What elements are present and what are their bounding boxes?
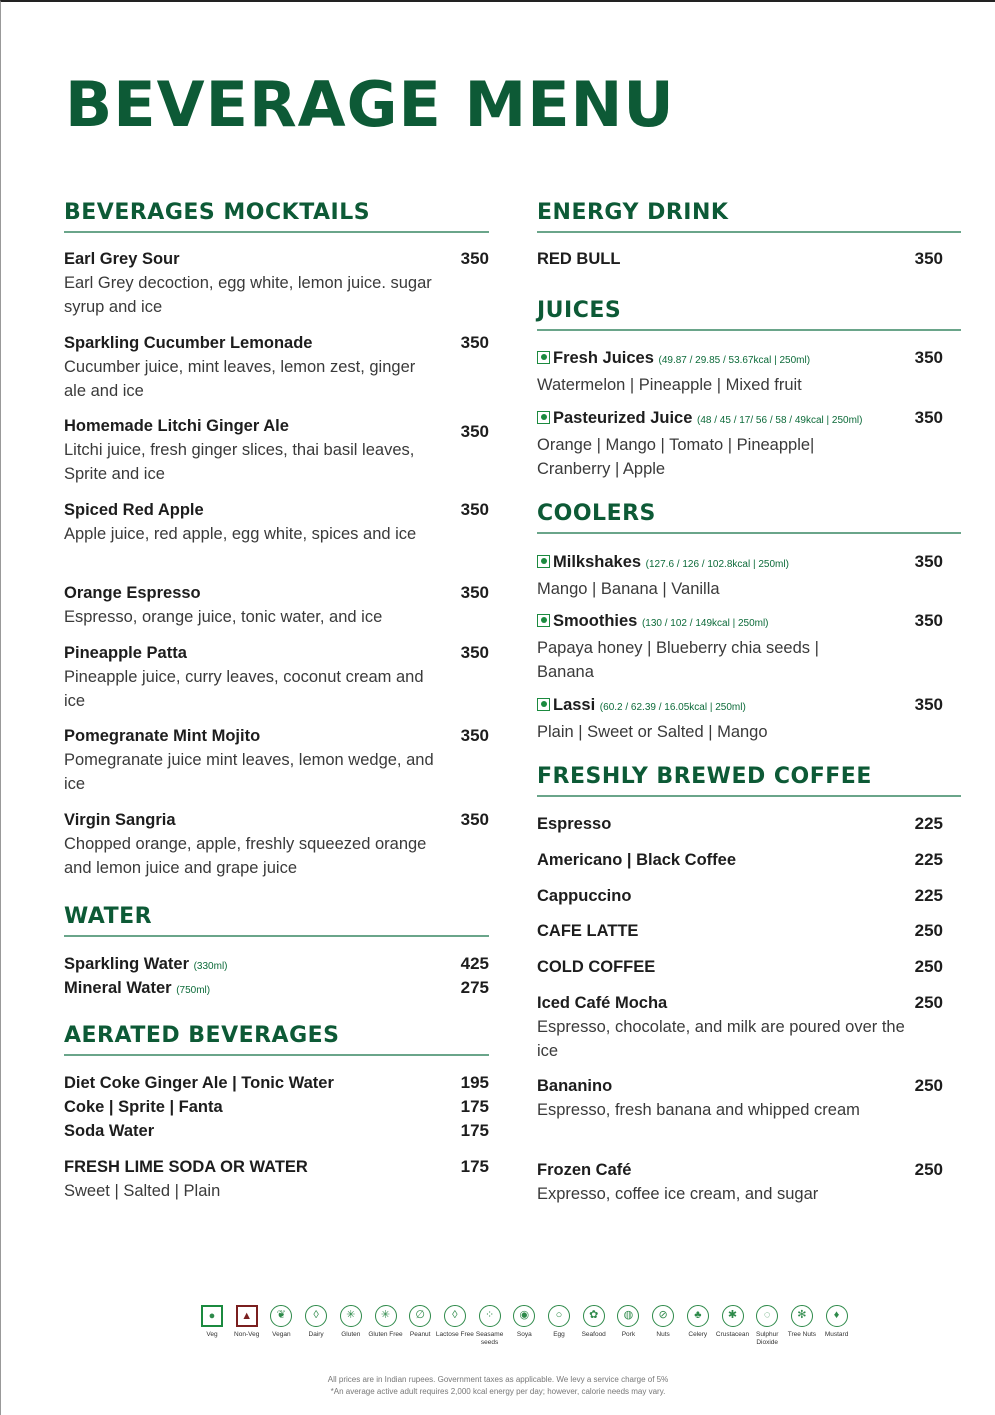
veg-icon [537, 614, 550, 627]
item-name: Frozen Café [537, 1161, 632, 1179]
item-price: 175 [460, 1157, 489, 1176]
veg-icon [537, 411, 550, 424]
item-description: Cucumber juice, mint leaves, lemon zest, ginger ale and ice [64, 358, 416, 400]
item-name: Pomegranate Mint Mojito [64, 727, 261, 745]
section-heading-coolers: COOLERS [537, 501, 961, 534]
item-description: Sweet | Salted | Plain [64, 1182, 221, 1200]
item-name: Diet Coke Ginger Ale | Tonic Water [64, 1074, 334, 1092]
legend-label: Soya [516, 1331, 532, 1338]
menu-item [537, 406, 961, 481]
legend-label: Nuts [656, 1331, 670, 1338]
item-name: FRESH LIME SODA OR WATER [64, 1158, 308, 1176]
legend-label: Vegan [272, 1331, 291, 1338]
veg-icon [537, 698, 550, 711]
legend-label: Seasame seeds [475, 1331, 504, 1346]
item-name: Virgin Sangria [64, 811, 176, 829]
item-price: 350 [460, 500, 489, 519]
item-name: CAFE LATTE [537, 922, 639, 940]
item-name [537, 346, 961, 373]
legend-label: Peanut [409, 1331, 431, 1338]
item-description: Orange | Mango | Tomato | Pineapple| Cranberry | Apple [537, 436, 815, 478]
item-note: (49.87 / 29.85 / 53.67kcal | 250ml) [658, 355, 811, 366]
item-price: 425 [460, 954, 489, 973]
item-name [537, 406, 961, 433]
item-price: 350 [460, 422, 489, 441]
veg-icon [537, 351, 550, 364]
item-name: Homemade Litchi Ginger Ale [64, 417, 289, 435]
item-price: 225 [914, 886, 943, 905]
non-veg-icon: ▲ [236, 1305, 258, 1327]
item-price: 225 [914, 814, 943, 833]
dairy-icon: ◊ [305, 1305, 327, 1327]
item-name: Pineapple Patta [64, 644, 187, 662]
item-name: COLD COFFEE [537, 958, 656, 976]
legend-label: Lactose Free [435, 1331, 474, 1338]
menu-item [64, 1095, 489, 1119]
footer-notes [1, 1374, 995, 1398]
legend-label: Crustacean [715, 1331, 750, 1338]
item-name: Coke | Sprite | Fanta [64, 1098, 223, 1116]
legend-label: Dairy [308, 1331, 324, 1338]
item-name: Bananino [537, 1077, 613, 1095]
item-name [537, 693, 961, 720]
legend-label: Veg [206, 1331, 218, 1338]
menu-item [537, 1158, 961, 1206]
item-name-text: Fresh Juices [553, 349, 654, 367]
vegan-icon: ❦ [270, 1305, 292, 1327]
peanut-icon: ∅ [409, 1305, 431, 1327]
menu-item [537, 812, 961, 836]
item-name [537, 550, 961, 577]
item-price: 350 [914, 249, 943, 268]
legend-label: Gluten [341, 1331, 361, 1338]
nuts-icon: ⊘ [652, 1305, 674, 1327]
menu-item [64, 247, 489, 319]
mustard-icon: ♦ [826, 1305, 848, 1327]
item-note: (48 / 45 / 17/ 56 / 58 / 49kcal | 250ml) [697, 415, 863, 426]
item-price: 175 [460, 1121, 489, 1140]
menu-item [64, 1119, 489, 1143]
lactose-free-icon: ◊ [444, 1305, 466, 1327]
menu-item [537, 884, 961, 908]
item-description: Litchi juice, fresh ginger slices, thai basil leaves, Sprite and ice [64, 441, 415, 483]
item-note: (330ml) [193, 961, 228, 972]
item-price: 350 [460, 583, 489, 602]
legend-label: Seafood [581, 1331, 606, 1338]
item-price: 275 [460, 978, 489, 997]
item-name-text: Sparkling Water [64, 955, 189, 973]
item-name: Soda Water [64, 1122, 155, 1140]
item-note: (60.2 / 62.39 / 16.05kcal | 250ml) [599, 702, 746, 713]
item-description: Expresso, coffee ice cream, and sugar [537, 1185, 819, 1203]
dietary-legend [191, 1305, 851, 1365]
item-description: Espresso, chocolate, and milk are poured over the ice [537, 1018, 905, 1060]
menu-item [64, 724, 489, 796]
legend-label: Gluten Free [368, 1331, 403, 1338]
item-name [64, 952, 489, 979]
gluten-icon: ✳ [340, 1305, 362, 1327]
menu-item [537, 550, 961, 601]
menu-item [537, 991, 961, 1063]
item-price: 195 [460, 1073, 489, 1092]
item-note: (130 / 102 / 149kcal | 250ml) [641, 618, 769, 629]
item-description: Espresso, orange juice, tonic water, and ice [64, 608, 383, 626]
menu-item [537, 1074, 961, 1122]
item-price: 250 [914, 1160, 943, 1179]
egg-icon: ○ [548, 1305, 570, 1327]
item-name: RED BULL [537, 250, 621, 268]
item-name-text: Milkshakes [553, 553, 642, 571]
item-name-text: Pasteurized Juice [553, 409, 693, 427]
menu-item [537, 848, 961, 872]
tree-nuts-icon: ✻ [791, 1305, 813, 1327]
item-note: (127.6 / 126 / 102.8kcal | 250ml) [645, 559, 789, 570]
menu-item [537, 955, 961, 979]
menu-item [64, 331, 489, 403]
item-price: 350 [914, 552, 943, 571]
item-price: 350 [914, 408, 943, 427]
sesame-icon: ⁘ [479, 1305, 501, 1327]
soya-icon: ◉ [513, 1305, 535, 1327]
item-name: Espresso [537, 815, 612, 833]
sulphur-dioxide-icon: ◌ [756, 1305, 778, 1327]
menu-item [64, 1155, 489, 1203]
menu-item [64, 808, 489, 880]
section-heading-mocktails: BEVERAGES MOCKTAILS [64, 200, 489, 233]
item-name: Sparkling Cucumber Lemonade [64, 334, 313, 352]
section-heading-energy-drink: ENERGY DRINK [537, 200, 961, 233]
right-column [537, 2, 961, 1302]
menu-item [537, 247, 961, 271]
item-name: Earl Grey Sour [64, 250, 180, 268]
item-name [537, 609, 961, 636]
menu-item [64, 952, 489, 979]
item-description: Pomegranate juice mint leaves, lemon wedge, and ice [64, 751, 434, 793]
item-name: Iced Café Mocha [537, 994, 668, 1012]
item-price: 350 [914, 695, 943, 714]
gluten-free-icon: ✳ [375, 1305, 397, 1327]
menu-item [537, 609, 961, 684]
menu-item [537, 919, 961, 943]
menu-item [64, 641, 489, 713]
item-price: 250 [914, 993, 943, 1012]
item-description: Mango | Banana | Vanilla [537, 580, 720, 598]
item-name-text: Lassi [553, 696, 596, 714]
section-heading-aerated: AERATED BEVERAGES [64, 1023, 489, 1056]
item-price: 350 [460, 643, 489, 662]
legend-label: Mustard [824, 1331, 849, 1338]
item-price: 350 [460, 726, 489, 745]
legend-item [816, 1305, 858, 1339]
item-name [64, 976, 489, 1003]
item-price: 225 [914, 850, 943, 869]
footer-line-calories: *An average active adult requires 2,000 kcal energy per day; however, calorie needs may vary. [330, 1387, 666, 1396]
item-name-text: Mineral Water [64, 979, 172, 997]
item-name-text: Smoothies [553, 612, 638, 630]
item-price: 250 [914, 1076, 943, 1095]
seafood-icon: ✿ [583, 1305, 605, 1327]
section-heading-coffee: FRESHLY BREWED COFFEE [537, 764, 961, 797]
legend-label: Tree Nuts [787, 1331, 817, 1338]
menu-item [64, 1071, 489, 1095]
veg-icon: ● [201, 1305, 223, 1327]
item-name: Americano | Black Coffee [537, 851, 737, 869]
item-name: Orange Espresso [64, 584, 201, 602]
menu-item [64, 976, 489, 1003]
left-column [64, 2, 489, 1302]
menu-item [537, 346, 961, 397]
legend-label: Celery [688, 1331, 708, 1338]
item-price: 250 [914, 957, 943, 976]
item-name: Spiced Red Apple [64, 501, 204, 519]
item-description: Plain | Sweet or Salted | Mango [537, 723, 768, 741]
item-description: Papaya honey | Blueberry chia seeds | Banana [537, 639, 819, 681]
item-price: 350 [460, 333, 489, 352]
item-description: Pineapple juice, curry leaves, coconut cream and ice [64, 668, 424, 710]
legend-label: Egg [553, 1331, 565, 1338]
menu-title: BEVERAGE MENU [65, 68, 675, 141]
item-price: 350 [914, 611, 943, 630]
item-description: Chopped orange, apple, freshly squeezed orange and lemon juice and grape juice [64, 835, 427, 877]
crustacean-icon: ✱ [722, 1305, 744, 1327]
menu-item [537, 693, 961, 744]
item-name: Cappuccino [537, 887, 632, 905]
item-price: 350 [460, 810, 489, 829]
item-price: 350 [914, 348, 943, 367]
menu-item [64, 498, 489, 546]
item-description: Espresso, fresh banana and whipped cream [537, 1101, 860, 1119]
menu-item [64, 581, 489, 629]
item-description: Apple juice, red apple, egg white, spices and ice [64, 525, 417, 543]
item-price: 350 [460, 249, 489, 268]
legend-label: Non-Veg [234, 1331, 260, 1338]
section-heading-water: WATER [64, 904, 489, 937]
legend-label: Sulphur Dioxide [755, 1331, 779, 1346]
veg-icon [537, 555, 550, 568]
footer-line-prices: All prices are in Indian rupees. Government taxes as applicable. We levy a service charge of 5% [327, 1375, 669, 1384]
section-heading-juices: JUICES [537, 298, 961, 331]
legend-label: Pork [621, 1331, 636, 1338]
item-price: 175 [460, 1097, 489, 1116]
item-price: 250 [914, 921, 943, 940]
item-description: Watermelon | Pineapple | Mixed fruit [537, 376, 802, 394]
item-note: (750ml) [176, 985, 211, 996]
pork-icon: ◍ [617, 1305, 639, 1327]
celery-icon: ♣ [687, 1305, 709, 1327]
menu-item [64, 414, 489, 486]
item-description: Earl Grey decoction, egg white, lemon juice. sugar syrup and ice [64, 274, 432, 316]
